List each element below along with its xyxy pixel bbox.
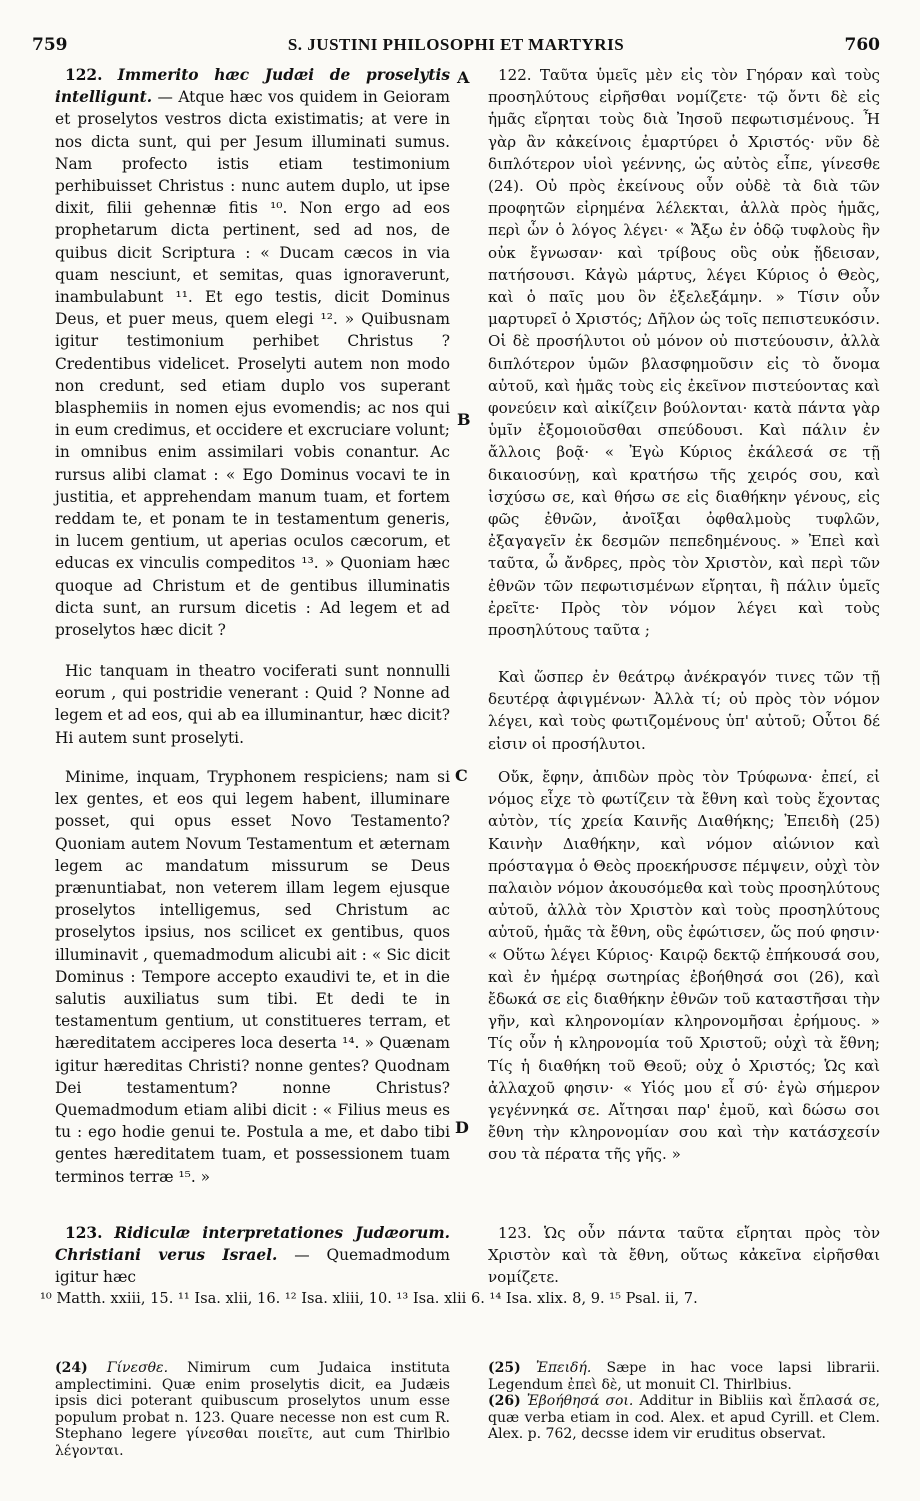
section-marker-c: C <box>455 766 468 785</box>
paragraph-text: Ὡς οὖν πάντα ταῦτα εἴρηται πρὸς τὸν Χριστὸν καὶ τὰ ἔθνη, οὕτως κἀκεῖνα εἰρῆσθαι νομίζετε. <box>488 1224 880 1287</box>
greek-paragraph-123 <box>488 1222 880 1289</box>
page-number-left: 759 <box>32 35 68 55</box>
page-number-right: 760 <box>844 35 880 55</box>
section-marker-a: A <box>457 68 470 87</box>
editorial-notes-left <box>55 1360 450 1459</box>
section-marker-b: B <box>457 410 471 429</box>
note-text: Nimirum cum Judaica instituta amplectimini. Quæ enim proselytis dicit, ea Judæis ipsis dici poterant quibuscum proselytos unum esse populum probat n. 123. Quare necesse non est cum R. Stephano legere γίνεσθαι ποιεῖτε, aut cum Thirlbio λέγονται. <box>55 1360 451 1459</box>
greek-paragraph-3 <box>488 766 880 1166</box>
paragraph-text: Ταῦτα ὑμεῖς μὲν εἰς τὸν Γηόραν καὶ τοὺς προσηλύτους εἰρῆσθαι νομίζετε· τῷ ὄντι δὲ εἰς ἡμᾶς εἴρηται τοὺς διὰ Ἰησοῦ πεφωτισμένους. Ἦ γὰρ ἂν κἀκείνοις ἐμαρτύρει ὁ Χριστός· νῦν δὲ διπλότερον υἱοὶ γεέννης, ὡς αὐτὸς εἶπε, γίνεσθε (24). Οὐ πρὸς ἐκείνους οὖν οὐδὲ τὰ διὰ τῶν προφητῶν εἰρημένα λέλεκται, ἀλλὰ πρὸς ἡμᾶς, περὶ ὧν ὁ λόγος λέγει· « Ἄξω ἐν ὁδῷ τυφλοὺς ἣν οὐκ ἔγνωσαν· καὶ τρίβους οὓς οὐκ ᾔδεισαν, πατήσουσι. Κἀγὼ μάρτυς, λέγει Κύριος ὁ Θεὸς, καὶ ὁ παῖς μου ὃν ἐξελεξάμην. » Τίσιν οὖν μαρτυρεῖ ὁ Χριστός; Δῆλον ὡς τοῖς πεπιστευκόσιν. Οἱ δὲ προσήλυτοι οὐ μόνον οὐ πιστεύουσιν, ἀλλὰ διπλότερον ὑμῶν βλασφημοῦσιν εἰς τὸ ὄνομα αὐτοῦ, καὶ ἡμᾶς τοὺς εἰς ἐκεῖνον πιστεύοντας καὶ φονεύειν καὶ αἰκίζειν βούλονται· κατὰ πάντα γὰρ ὑμῖν ἐξομοιοῦσθαι σπεύδουσι. Καὶ πάλιν ἐν ἄλλοις βοᾷ· « Ἐγὼ Κύριος ἐκάλεσά σε τῇ δικαιοσύνῃ, καὶ κρατήσω τῆς χειρός σου, καὶ ἰσχύσω σε, καὶ θήσω σε εἰς διαθήκην γένους, εἰς φῶς ἐθνῶν, ἀνοῖξαι ὀφθαλμοὺς τυφλῶν, ἐξαγαγεῖν ἐκ δεσμῶν πεπεδημένους. » Ἐπεὶ καὶ ταῦτα, ὦ ἄνδρες, πρὸς τὸν Χριστὸν, καὶ περὶ τῶν ἐθνῶν τῶν πεφωτισμένων εἴρηται, ἢ πάλιν ὑμεῖς ἐρεῖτε· Πρὸς τὸν νόμον λέγει καὶ τοὺς προσηλύτους ταῦτα ; <box>488 66 880 640</box>
section-number: 123. <box>65 1224 103 1242</box>
latin-column <box>55 64 450 641</box>
section-marker-d: D <box>455 1118 469 1137</box>
paragraph-text: Οὔκ, ἔφην, ἀπιδὼν πρὸς τὸν Τρύφωνα· ἐπεί, εἰ νόμος εἶχε τὸ φωτίζειν τὰ ἔθνη καὶ τοὺς ἔχοντας αὐτὸν, τίς χρεία Καινῆς Διαθήκης; Ἐπειδὴ (25) Καινὴν Διαθήκην, καὶ νόμον αἰώνιον καὶ πρόσταγμα ὁ Θεὸς προεκήρυσσε πέμψειν, οὐχὶ τὸν παλαιὸν νόμον ἀκουσόμεθα καὶ τοὺς προσηλύτους αὐτοῦ, ἀλλὰ τὸν Χριστὸν καὶ τοὺς προσηλύτους αὐτοῦ, ἡμᾶς τὰ ἔθνη, οὓς ἐφώτισεν, ὥς πού φησιν· « Οὕτω λέγει Κύριος· Καιρῷ δεκτῷ ἐπήκουσά σου, καὶ ἐν ἡμέρᾳ σωτηρίας ἐβοήθησά σοι (26), καὶ ἔδωκά σε εἰς διαθήκην ἐθνῶν τοῦ καταστῆσαι τὴν γῆν, καὶ κληρονομίαν κληρονομῆσαι ἐρήμους. » Τίς οὖν ἡ κληρονομία τοῦ Χριστοῦ; οὐχὶ τὰ ἔθνη; Τίς ἡ διαθήκη τοῦ Θεοῦ; οὐχ ὁ Χριστός; Ὡς καὶ ἀλλαχοῦ φησιν· « Υἱός μου εἶ σύ· ἐγὼ σήμερον γεγέννηκά σε. Αἴτησαι παρ' ἐμοῦ, καὶ δώσω σοι ἔθνη τὴν κληρονομίαν σου καὶ τὴν κατάσχεσίν σου τὰ πέρατα τῆς γῆς. » <box>488 768 880 1164</box>
note-lemma: Ἐβοήθησά σοι. <box>526 1393 634 1409</box>
greek-paragraph-122 <box>488 64 880 641</box>
note-25 <box>488 1360 880 1393</box>
note-text: Sæpe in hac voce lapsi librarii. Legendum ἐπεὶ δὲ, ut monuit Cl. Thirlbius. <box>488 1360 880 1393</box>
scripture-footnotes: ¹⁰ Matth. xxiii, 15. ¹¹ Isa. xlii, 16. ¹² Isa. xliii, 10. ¹³ Isa. xlii 6. ¹⁴ Isa. xlix. 8, 9. ¹⁵ Psal. ii, 7. <box>40 1290 698 1307</box>
note-number: (25) <box>488 1360 521 1376</box>
paragraph-text: — Atque hæc vos quidem in Geioram et proselytos vestros dicta existimatis; at vere in nos dicta sunt, qui per Jesum illuminati sumus. Nam profecto istis etiam testimonium perhibuisset Christus : nunc autem duplo, ut ipse dixit, filii gehennæ fitis ¹⁰. Non ergo ad eos prophetarum dicta pertinent, sed ad nos, de quibus dicit Scriptura : « Ducam cæcos in via quam nesciunt, et semitas, quas ignoraverunt, inambulabunt ¹¹. Et ego testis, dicit Dominus Deus, et puer meus, quem elegi ¹². » Quibusnam igitur testimonium perhibet Christus ? Credentibus videlicet. Proselyti autem non modo non credunt, sed etiam duplo vos superant blasphemiis in nomen ejus evomendis; ac nos qui in eum credimus, et occidere et excruciare volunt; in omnibus enim assimilari vobis conantur. Ac rursus alibi clamat : « Ego Dominus vocavi te in justitia, et apprehendam manum tuam, et fortem reddam te, et ponam te in testamentum generis, in lucem gentium, ut aperias oculos cæcorum, et educas ex vinculis compeditos ¹³. » Quoniam hæc quoque ad Christum et de gentibus illuminatis dicta sunt, an rursum dicetis : Ad legem et ad proselytos hæc dicit ? <box>55 88 450 640</box>
note-24 <box>55 1360 450 1459</box>
latin-paragraph-123 <box>55 1222 450 1289</box>
section-number: 122. <box>498 66 532 84</box>
section-number: 123. <box>498 1224 532 1242</box>
note-lemma: Γίνεσθε. <box>106 1360 169 1376</box>
section-title: Immerito hæc Judæi de proselytis intelligunt. <box>55 66 450 107</box>
paragraph-text: — Quemadmodum igitur hæc <box>55 1246 450 1287</box>
editorial-notes-right <box>488 1360 880 1443</box>
note-text: Additur in Bibliis καὶ ἔπλασά σε, quæ verba etiam in cod. Alex. et apud Cyrill. et Clem. Alex. p. 762, decsse idem vir eruditus observat. <box>488 1393 880 1442</box>
paragraph-text: Minime, inquam, Tryphonem respiciens; nam si lex gentes, et eos qui legem habent, illuminare posset, qui opus esset Novo Testamento? Quoniam autem Novum Testamentum et æternam legem ac mandatum missurum se Deus prænuntiabat, non veterem illam legem ejusque proselytos intelligemus, sed Christum ac proselytos ipsius, nos scilicet ex gentibus, quos illuminavit , quemadmodum alicubi ait : « Sic dicit Dominus : Tempore accepto exaudivi te, et in die salutis auxiliatus sum tibi. Et dedi te in testamentum gentium, ut constitueres terram, et hæreditatem acciperes loca deserta ¹⁴. » Quænam igitur hæreditas Christi? nonne gentes? Quodnam Dei testamentum? nonne Christus? Quemadmodum etiam alibi dicit : « Filius meus es tu : ego hodie genui te. Postula a me, et dabo tibi gentes hæreditatem tuam, et possessionem tuam terminos terræ ¹⁵. » <box>55 768 450 1186</box>
section-title: Ridiculæ interpretationes Judæorum. Christiani verus Israel. <box>55 1224 450 1265</box>
paragraph-text: Hic tanquam in theatro vociferati sunt nonnulli eorum , qui postridie venerant : Quid ? Nonne ad legem et ad eos, qui ab ea illuminantur, hæc dicit? Hi autem sunt proselyti. <box>55 662 450 747</box>
latin-paragraph-2 <box>55 660 450 749</box>
latin-paragraph-3 <box>55 766 450 1188</box>
running-title: S. JUSTINI PHILOSOPHI ET MARTYRIS <box>287 35 625 54</box>
note-number: (24) <box>55 1360 88 1376</box>
note-number: (26) <box>488 1393 521 1409</box>
greek-paragraph-2 <box>488 666 880 755</box>
section-number: 122. <box>65 66 103 84</box>
note-lemma: Ἐπειδή. <box>535 1360 592 1376</box>
note-26 <box>488 1393 880 1443</box>
paragraph-text: Καὶ ὥσπερ ἐν θεάτρῳ ἀνέκραγόν τινες τῶν τῇ δευτέρᾳ ἀφιγμένων· Ἀλλὰ τί; οὐ πρὸς τὸν νόμον λέγει, καὶ τοὺς φωτιζομένους ὑπ' αὐτοῦ; Οὗτοι δέ εἰσιν οἱ προσήλυτοι. <box>488 668 880 753</box>
running-header <box>32 34 880 56</box>
latin-paragraph-122 <box>55 64 450 641</box>
greek-column <box>488 64 880 641</box>
